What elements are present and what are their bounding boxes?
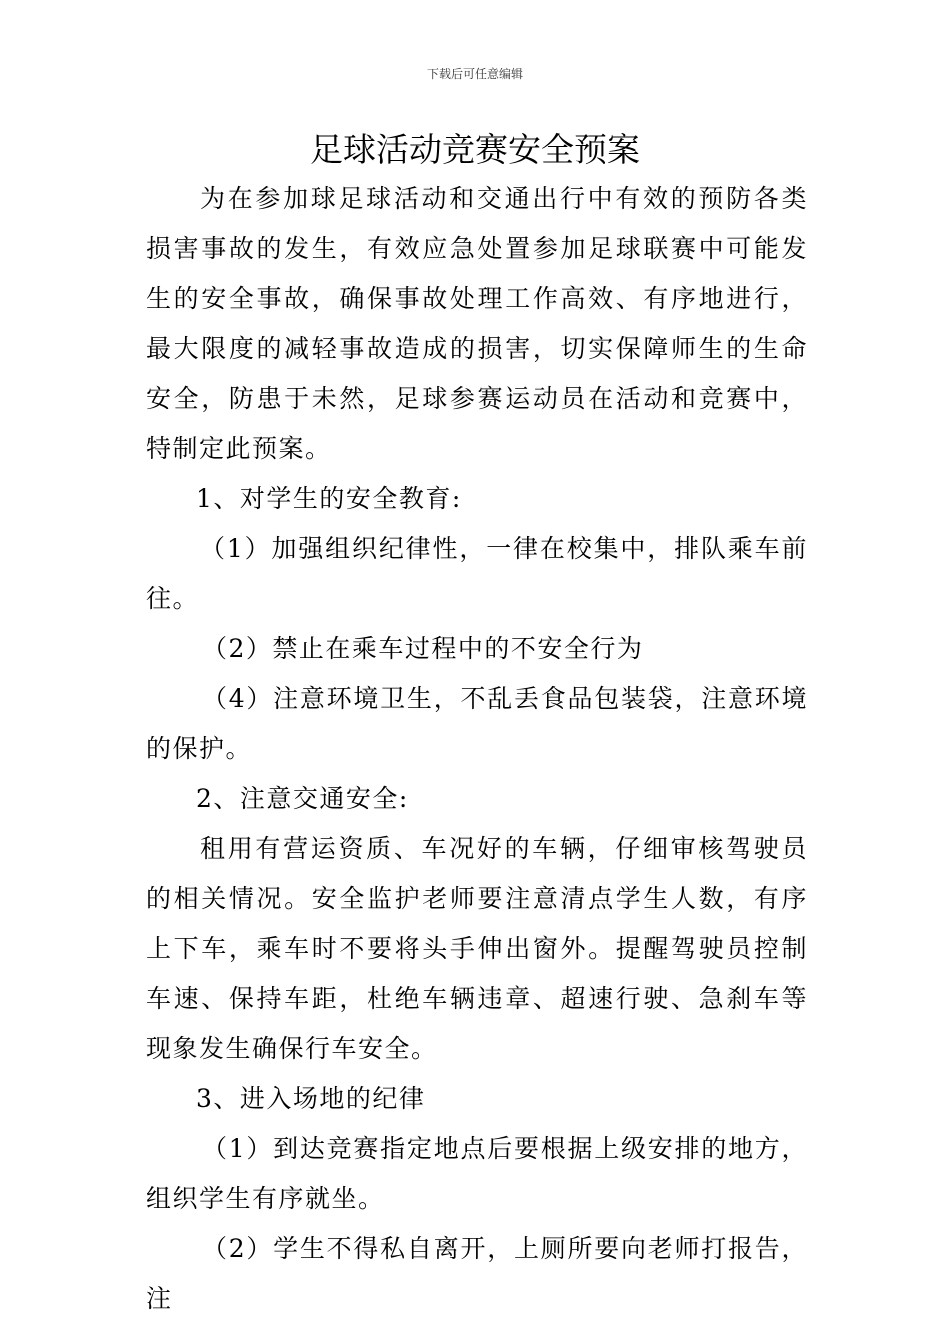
header-note: 下载后可任意编辑 bbox=[426, 67, 523, 81]
intro-paragraph: 为在参加球足球活动和交通出行中有效的预防各类损害事故的发生，有效应急处置参加足球联赛中可能发生的安全事故，确保事故处理工作高效、有序地进行，最大限度的减轻事故造成的损害，切实保障师生的生命安全，防患于未然，足球参赛运动员在活动和竞赛中，特制定此预案。 bbox=[146, 184, 808, 463]
list-item: （1）加强组织纪律性，一律在校集中，排队乘车前往。 bbox=[146, 534, 808, 613]
body-paragraph: 租用有营运资质、车况好的车辆，仔细审核驾驶员的相关情况。安全监护老师要注意清点学生人数，有序上下车，乘车时不要将头手伸出窗外。提醒驾驶员控制车速、保持车距，杜绝车辆违章、超速行驶、急刹车等现象发生确保行车安全。 bbox=[146, 834, 808, 1063]
list-item: （4）注意环境卫生，不乱丢食品包装袋，注意环境的保护。 bbox=[146, 684, 808, 763]
document-title: 足球活动竞赛安全预案 bbox=[310, 130, 640, 169]
section-heading-3: 3、进入场地的纪律 bbox=[196, 1084, 426, 1113]
section-heading-2: 2、注意交通安全: bbox=[196, 784, 409, 813]
section-heading-1: 1、对学生的安全教育: bbox=[196, 484, 462, 513]
list-item: （2）禁止在乘车过程中的不安全行为 bbox=[202, 634, 644, 663]
document-body bbox=[146, 174, 808, 1324]
list-item: （1）到达竞赛指定地点后要根据上级安排的地方，组织学生有序就坐。 bbox=[146, 1134, 808, 1213]
list-item: （2）学生不得私自离开，上厕所要向老师打报告，注 bbox=[146, 1234, 808, 1313]
